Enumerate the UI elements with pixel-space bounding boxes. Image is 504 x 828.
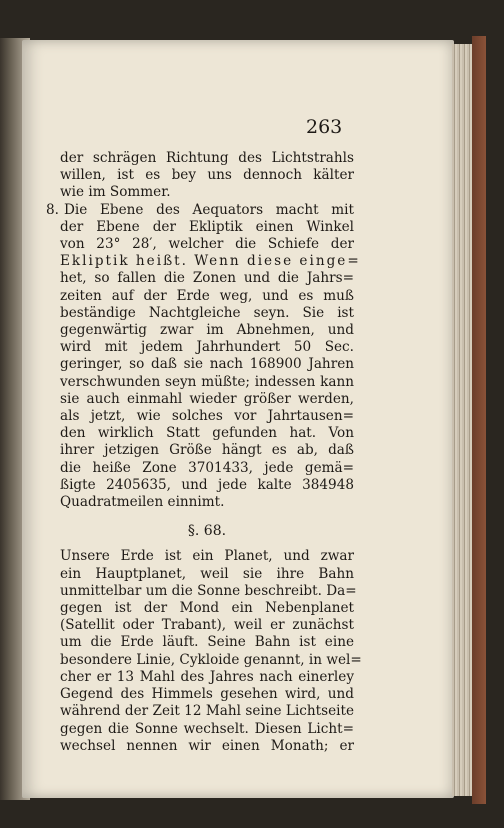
- page-number: 263: [306, 116, 343, 138]
- text-line: willen, ist es bey uns dennoch kälter: [60, 167, 354, 184]
- text-line: (Satellit oder Trabant), weil er zunächst: [60, 617, 354, 634]
- text-line: den wirklich Statt gefunden hat. Von: [60, 425, 354, 442]
- text-line: gegen ist der Mond ein Nebenplanet: [60, 600, 354, 617]
- paragraph-number: 8.: [46, 201, 59, 218]
- text-line: von 23° 28′, welcher die Schiefe der: [60, 236, 354, 253]
- text-line: Gegend des Himmels gesehen wird, und: [60, 686, 354, 703]
- text-line: als jetzt, wie solches vor Jahrtausen=: [60, 408, 354, 425]
- section-heading: §. 68.: [187, 523, 227, 540]
- text-line: ihrer jetzigen Größe hängt es ab, daß: [60, 442, 354, 459]
- text-line: gegen die Sonne wechselt. Diesen Licht=: [60, 720, 354, 737]
- text-line: Quadratmeilen einnimt.: [60, 494, 225, 511]
- book-cover-edge: [472, 36, 486, 804]
- text-line: wie im Sommer.: [60, 184, 171, 201]
- text-line: zeiten auf der Erde weg, und es muß: [60, 287, 354, 304]
- text-line: besondere Linie, Cykloide genannt, in wel=: [60, 651, 362, 668]
- text-line: die heiße Zone 3701433, jede gemä=: [60, 459, 354, 476]
- text-line: ßigte 2405635, und jede kalte 384948: [60, 476, 354, 493]
- text-line: verschwunden seyn müßte; indessen kann: [60, 373, 354, 390]
- text-line: cher er 13 Mahl des Jahres nach einerley: [60, 668, 354, 685]
- text-line: wechsel nennen wir einen Monath; er: [60, 737, 354, 754]
- text-line: der Ebene der Ekliptik einen Winkel: [60, 218, 354, 235]
- paragraph-68: [60, 548, 362, 754]
- text-line: Ekliptik heißt. Wenn diese einge=: [60, 253, 361, 270]
- text-line: beständige Nachtgleiche seyn. Sie ist: [60, 304, 354, 321]
- text-line: wird mit jedem Jahrhundert 50 Sec.: [60, 339, 354, 356]
- text-line: Unsere Erde ist ein Planet, und zwar: [60, 548, 354, 565]
- text-line: geringer, so daß sie nach 168900 Jahren: [60, 356, 354, 373]
- text-line: um die Erde läuft. Seine Bahn ist eine: [60, 634, 354, 651]
- page-text: [46, 150, 362, 755]
- paragraph-8: [46, 201, 361, 512]
- text-line: während der Zeit 12 Mahl seine Lichtseite: [60, 703, 354, 720]
- text-line: gegenwärtig zwar im Abnehmen, und: [60, 322, 354, 339]
- text-line: unmittelbar um die Sonne beschreibt. Da=: [60, 582, 357, 599]
- text-line: ein Hauptplanet, weil sie ihre Bahn: [60, 565, 354, 582]
- paragraph-continuation: [60, 150, 354, 202]
- text-line: der schrägen Richtung des Lichtstrahls: [60, 150, 354, 166]
- text-line: 8. Die Ebene des Aequators macht mit: [46, 201, 354, 218]
- page-stack-edge: [452, 44, 474, 796]
- text-line: sie auch einmahl wieder größer werden,: [60, 390, 354, 407]
- text-line: het, so fallen die Zonen und die Jahrs=: [60, 270, 354, 287]
